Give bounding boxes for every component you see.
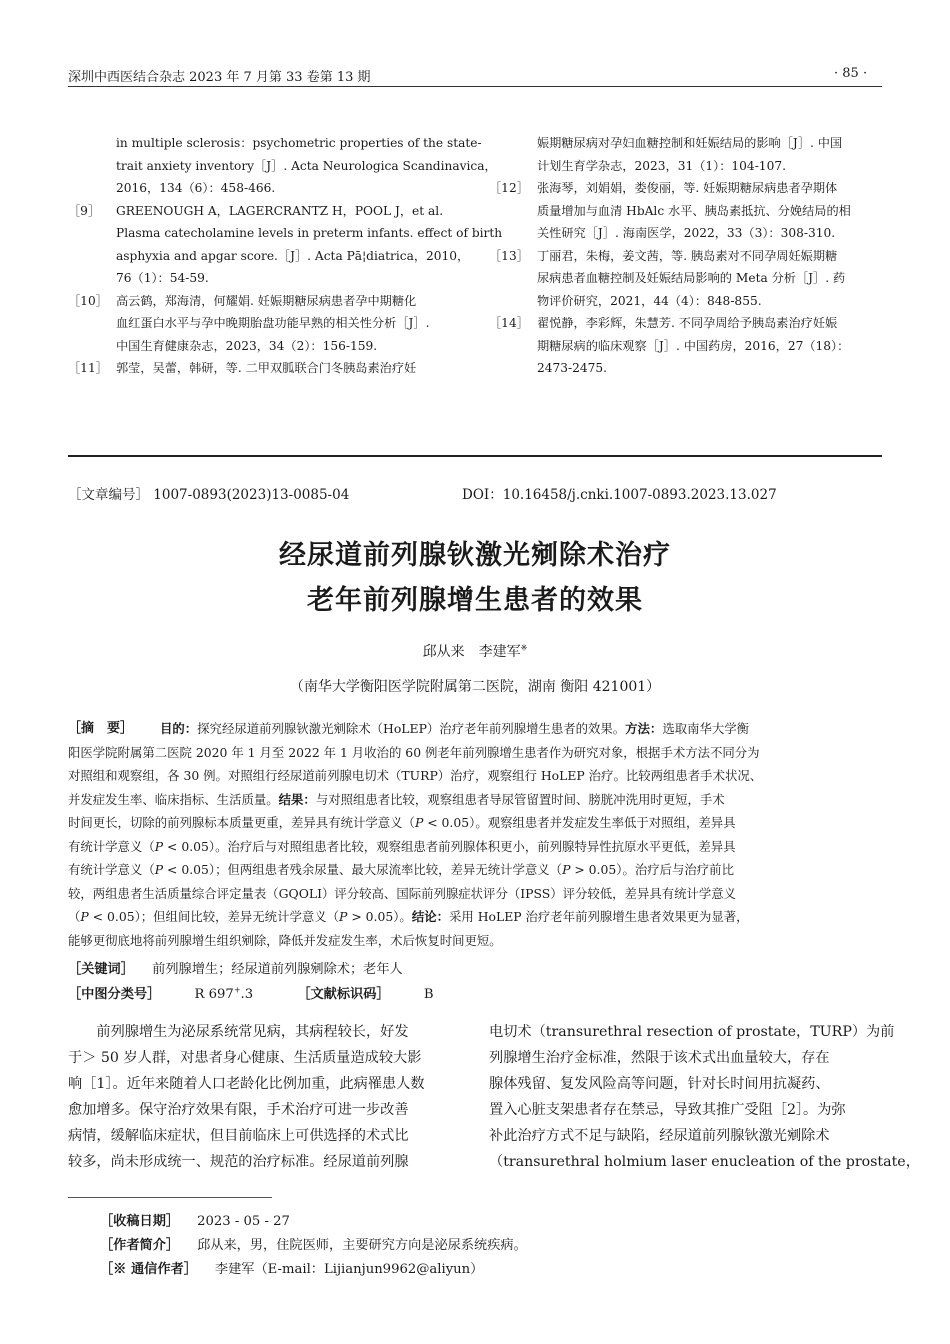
- abstract-line: [68, 741, 762, 765]
- reference-line: 质量增加与血清 HbAlc 水平、胰岛素抵抗、分娩结局的相: [537, 203, 851, 218]
- reference-line: trait anxiety inventory［J］. Acta Neurologica Scandinavica，: [116, 158, 497, 173]
- abstract-heading: 目的：: [160, 721, 198, 736]
- body-line: 置入心脏支架患者存在禁忌，导致其推广受阻［2］。为弥: [489, 1102, 846, 1119]
- reference-line: 期糖尿病的临床观察［J］. 中国药房，2016，27（18）：: [537, 338, 850, 353]
- body-line: 前列腺增生为泌尿系统常见病，其病程较长，好发: [68, 1024, 409, 1040]
- received-label: ［收稿日期］: [100, 1214, 180, 1229]
- reference-line: 关性研究［J］. 海南医学，2022，33（3）：308-310.: [537, 226, 836, 240]
- abstract-heading: 结果：: [278, 791, 316, 807]
- article-number: ［文章编号］ 1007-0893(2023)13-0085-04: [68, 487, 350, 503]
- abstract-line: [68, 717, 762, 741]
- reference-line: 中国生育健康杂志，2023，34（2）：156-159.: [116, 338, 378, 353]
- reference-line: 2473-2475.: [537, 361, 608, 375]
- body-line: 较多，尚未形成统一、规范的治疗标准。经尿道前列腺: [68, 1154, 409, 1171]
- body-line: （transurethral holmium laser enucleation of the prostate，: [489, 1154, 920, 1171]
- keywords-label: ［关键词］: [68, 962, 134, 977]
- keywords-value: 前列腺增生；经尿道前列腺剜除术；老年人: [152, 962, 403, 977]
- reference-text: [116, 132, 497, 200]
- reference-text: [537, 245, 845, 313]
- abstract-text: 较，两组患者生活质量综合评定量表（GQOLI）评分较高、国际前列腺症状评分（IPSS）评分较低，差异具有统计学意义: [68, 885, 737, 901]
- body-line: 愈加增多。保守治疗效果有限，手术治疗可进一步改善: [68, 1102, 409, 1119]
- abstract-pvalue: P: [339, 909, 348, 924]
- classification-row: [68, 983, 434, 1002]
- abstract-text: 能够更彻底地将前列腺增生组织剜除，降低并发症发生率，术后恢复时间更短。: [68, 932, 502, 948]
- body-line: 病情，缓解临床症状，但目前临床上可供选择的术式比: [68, 1128, 409, 1145]
- reference-number: ［11］: [68, 361, 108, 375]
- abstract-pvalue: P: [414, 815, 424, 830]
- abstract-text: < 0.05）；但组间比较，差异无统计学意义（: [88, 909, 340, 924]
- reference-line: 翟悦静，李彩辉，朱慧芳. 不同孕周给予胰岛素治疗妊娠: [537, 316, 838, 330]
- abstract-line: [68, 835, 762, 859]
- corresponding-author: 李建军（E-mail：Lijianjun9962@aliyun）: [214, 1262, 484, 1277]
- reference-number: ［9］: [68, 203, 101, 218]
- abstract-text: （: [68, 909, 81, 924]
- clc-value: R 697+.3: [194, 985, 254, 1002]
- doc-code-value: B: [423, 987, 434, 1002]
- abstract-heading: 方法：: [625, 721, 663, 736]
- clc-label: ［中图分类号］: [68, 987, 161, 1002]
- authors: [0, 641, 950, 661]
- footnote-received: [100, 1210, 290, 1233]
- abstract-text: 有统计学意义（: [68, 838, 155, 854]
- doc-code-label: ［文献标识码］: [297, 987, 390, 1002]
- reference-line: 物评价研究，2021，44（4）：848-855.: [537, 293, 762, 308]
- reference-line: in multiple sclerosis：psychometric properties of the state-: [116, 136, 482, 150]
- body-line: 补此治疗方式不足与缺陷，经尿道前列腺钬激光剜除术: [489, 1128, 830, 1145]
- reference-line: 血红蛋白水平与孕中晚期胎盘功能早熟的相关性分析［J］.: [116, 316, 430, 330]
- reference-line: 计划生育学杂志，2023，31（1）：104-107.: [537, 158, 786, 173]
- reference-number: ［14］: [489, 316, 529, 330]
- abstract-text: 并发症发生率、临床指标、生活质量。: [68, 791, 279, 807]
- abstract-line: [68, 811, 762, 835]
- reference-line: Plasma catecholamine levels in preterm infants. effect of birth: [116, 226, 503, 240]
- body-line: 列腺增生治疗金标准，然限于该术式出血量较大，存在: [489, 1050, 830, 1067]
- corresponding-label: ［※ 通信作者］: [100, 1262, 197, 1277]
- body-line: 于＞ 50 岁人群，对患者身心健康、生活质量造成较大影: [68, 1050, 422, 1067]
- abstract-text: 与对照组患者比较，观察组患者导尿管留置时间、膀胱冲洗用时更短，手术: [315, 791, 725, 807]
- reference-line: 76（1）：54-59.: [116, 271, 209, 285]
- reference-line: 郭莹，吴蕾，韩研，等. 二甲双胍联合门冬胰岛素治疗妊: [116, 361, 417, 375]
- article-title-line-1: 经尿道前列腺钬激光剜除术治疗: [279, 540, 671, 571]
- footnote-author: [100, 1234, 527, 1257]
- abstract-text: 采用 HoLEP 治疗老年前列腺增生患者效果更为显著，: [448, 909, 749, 924]
- reference-line: asphyxia and apgar score.［J］. Acta Pā¦diatrica，2010，: [116, 248, 470, 263]
- body-line: 电切术（transurethral resection of prostate，TURP）为前: [489, 1024, 895, 1040]
- header-rule: [68, 86, 882, 87]
- reference-text: [116, 290, 429, 358]
- reference-number: ［12］: [489, 181, 529, 195]
- reference-number: ［10］: [68, 293, 108, 308]
- body-left-column: [68, 1019, 425, 1176]
- doi: DOI：10.16458/j.cnki.1007-0893.2023.13.027: [462, 487, 777, 503]
- page-number: · 85 ·: [834, 66, 868, 81]
- footnote-corresponding: [100, 1258, 483, 1281]
- abstract-text: 阳医学院附属第二医院 2020 年 1 月至 2022 年 1 月收治的 60 例老年前列腺增生患者作为研究对象，根据手术方法不同分为: [68, 744, 760, 760]
- abstract-text: 有统计学意义（: [68, 862, 155, 877]
- author-names: 邱从来 李建军: [422, 644, 521, 660]
- footnote-rule: [68, 1197, 272, 1198]
- abstract-body: [68, 717, 762, 952]
- body-line: 响［1］。近年来随着人口老龄化比例加重，此病罹患人数: [68, 1076, 425, 1093]
- reference-number: ［13］: [489, 248, 529, 263]
- reference-line: 尿病患者血糖控制及妊娠结局影响的 Meta 分析［J］. 药: [537, 271, 846, 285]
- abstract-text: 对照组和观察组，各 30 例。对照组行经尿道前列腺电切术（TURP）治疗，观察组行 HoLEP 治疗。比较两组患者手术状况、: [68, 768, 763, 783]
- section-divider: [68, 455, 882, 457]
- reference-line: 2016，134（6）：458-466.: [116, 181, 276, 195]
- reference-text: [537, 312, 849, 380]
- abstract-line: [68, 929, 762, 953]
- reference-line: GREENOUGH A，LAGERCRANTZ H，POOL J，et al.: [116, 203, 444, 218]
- abstract-line: [68, 764, 762, 788]
- abstract-pvalue: P: [562, 862, 571, 877]
- author-bio: 邱从来，男，住院医师，主要研究方向是泌尿系统疾病。: [197, 1238, 527, 1253]
- abstract-pvalue: P: [80, 909, 89, 924]
- running-header: 深圳中西医结合杂志 2023 年 7 月第 33 卷第 13 期: [68, 70, 371, 85]
- abstract-heading: 结论：: [411, 909, 449, 924]
- abstract-text: 时间更长，切除的前列腺标本质量更重，差异具有统计学意义（: [68, 815, 415, 830]
- received-date: 2023 - 05 - 27: [197, 1214, 290, 1229]
- article-title-line-2: 老年前列腺增生患者的效果: [307, 585, 643, 616]
- reference-text: [537, 177, 851, 245]
- abstract-text: > 0.05）。治疗后与治疗前比: [570, 862, 734, 877]
- abstract-label: ［摘 要］: [68, 721, 134, 736]
- reference-text: [116, 357, 416, 380]
- abstract-line: [68, 788, 762, 812]
- abstract-line: [68, 858, 762, 882]
- abstract-text: < 0.05）。治疗后与对照组患者比较，观察组患者前列腺体积更小，前列腺特异性抗原水平更低，差异具: [163, 838, 736, 854]
- corresponding-mark: ※: [520, 643, 528, 653]
- reference-line: 高云鹤，郑海清，何耀娟. 妊娠期糖尿病患者孕中期糖化: [116, 293, 417, 308]
- reference-line: 丁丽君，朱梅，姜文茜，等. 胰岛素对不同孕周妊娠期糖: [537, 248, 838, 263]
- abstract-text: 选取南华大学衡: [662, 721, 750, 736]
- abstract-pvalue: P: [154, 838, 164, 854]
- abstract-text: < 0.05）。观察组患者并发症发生率低于对照组，差异具: [423, 815, 736, 830]
- body-line: 腺体残留、复发风险高等问题，针对长时间用抗凝药、: [489, 1076, 830, 1093]
- abstract-line: [68, 905, 762, 929]
- author-bio-label: ［作者简介］: [100, 1238, 180, 1253]
- abstract-pvalue: P: [154, 862, 164, 877]
- abstract-line: [68, 882, 762, 906]
- affiliation: （南华大学衡阳医学院附属第二医院，湖南 衡阳 421001）: [289, 679, 661, 695]
- abstract-text: 探究经尿道前列腺钬激光剜除术（HoLEP）治疗老年前列腺增生患者的效果。: [197, 721, 626, 736]
- abstract-text: > 0.05）。: [347, 909, 412, 924]
- body-right-column: [489, 1019, 920, 1176]
- reference-text: [116, 200, 502, 290]
- reference-line: 娠期糖尿病对孕妇血糖控制和妊娠结局的影响［J］. 中国: [537, 136, 843, 150]
- reference-text: [537, 132, 842, 177]
- reference-line: 张海琴，刘娟娟，娄俊丽，等. 妊娠期糖尿病患者孕期体: [537, 181, 838, 195]
- abstract-text: < 0.05）；但两组患者残余尿量、最大尿流率比较，差异无统计学意义（: [163, 862, 563, 877]
- keywords-row: [68, 958, 403, 977]
